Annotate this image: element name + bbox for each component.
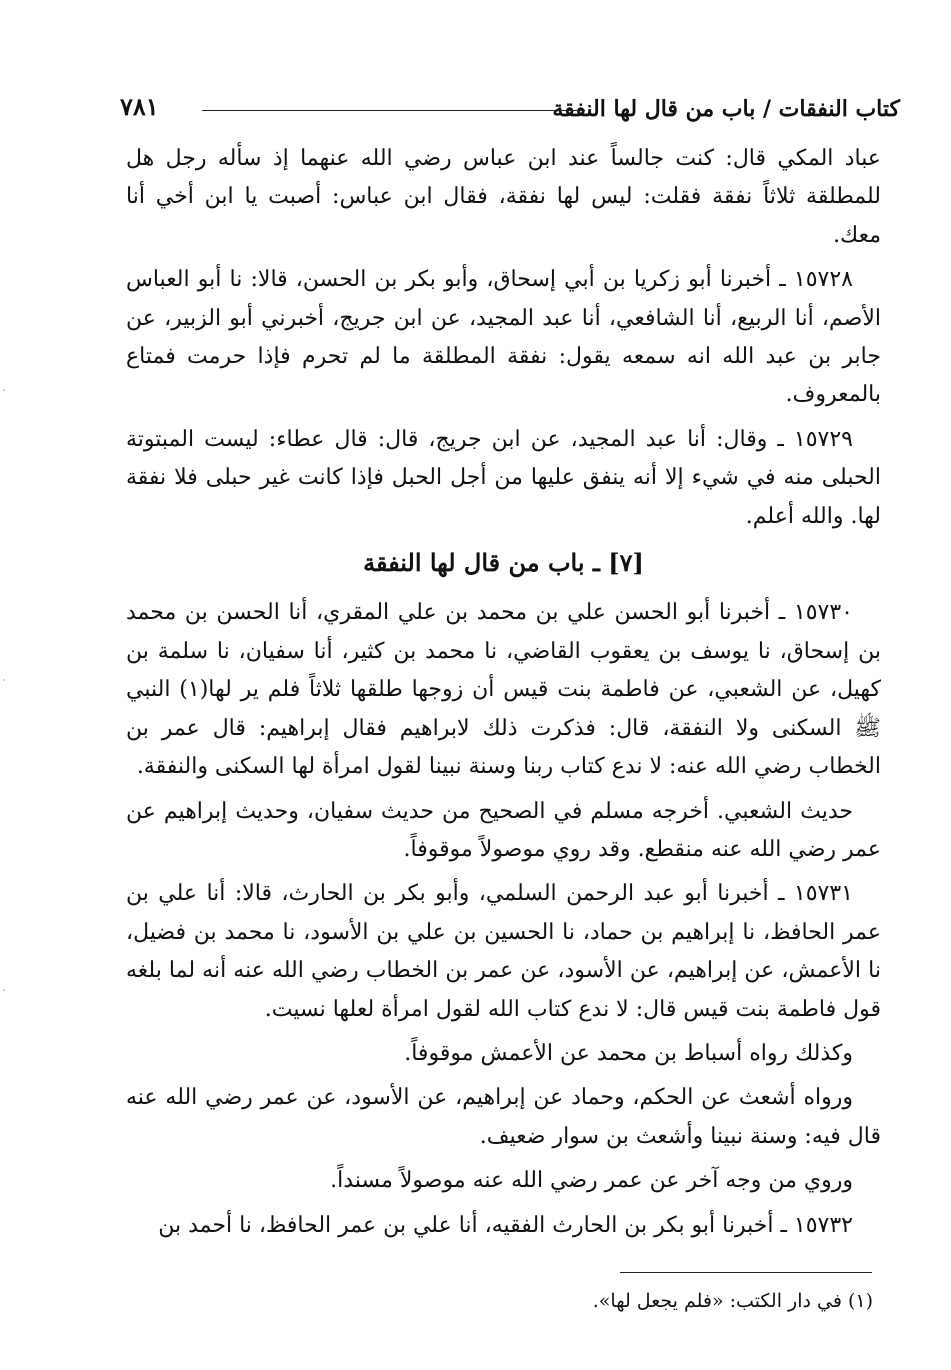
header-rule	[202, 110, 585, 111]
page-header	[120, 92, 900, 132]
running-head: كتاب النفقات / باب من قال لها النفقة	[552, 96, 900, 122]
hadith-15731: ١٥٧٣١ ـ أخبرنا أبو عبد الرحمن السلمي، وأبو بكر بن الحارث، قالا: أنا علي بن عمر الحافظ، نا إبراهيم بن حماد، نا الحسين بن علي بن الأسود، نا محمد بن فضيل، نا الأعمش، عن إبراهيم، عن الأسود، عن عمر بن الخطاب رضي الله عنه أنه لما بلغه قول فاطمة بنت قيس قال: لا ندع كتاب الله لقول امرأة لعلها نسيت.	[126, 881, 881, 1022]
footnote-rule	[620, 1272, 872, 1273]
footnote: (١) في دار الكتب: «فلم يجعل لها».	[592, 1290, 873, 1312]
paragraph-narration: وروي من وجه آخر عن عمر رضي الله عنه موصولاً مسنداً.	[330, 1168, 853, 1194]
paragraph-narration: ورواه أشعث عن الحكم، وحماد عن إبراهيم، عن الأسود، عن عمر رضي الله عنه قال فيه: وسنة نبينا وأشعث بن سوار ضعيف.	[126, 1085, 881, 1149]
hadith-15728: ١٥٧٢٨ ـ أخبرنا أبو زكريا بن أبي إسحاق، وأبو بكر بن الحسن، قالا: نا أبو العباس الأصم، أنا الربيع، أنا الشافعي، أنا عبد المجيد، عن ابن جريج، أخبرني أبو الزبير، عن جابر بن عبد الله انه سمعه يقول: نفقة المطلقة ما لم تحرم فإذا حرمت فمتاع بالمعروف.	[126, 267, 881, 408]
paragraph-commentary: حديث الشعبي. أخرجه مسلم في الصحيح من حديث سفيان، وحديث إبراهيم عن عمر رضي الله عنه منقطع. وقد روي موصولاً موقوفاً.	[126, 798, 881, 862]
page-number: ٧٨١	[120, 92, 159, 121]
hadith-15729: ١٥٧٢٩ ـ وقال: أنا عبد المجيد، عن ابن جريج، قال: قال عطاء: ليست المبتوتة الحبلى منه في شيء إلا أنه ينفق عليها من أجل الحبل فإذا كانت غير حبلى فلا نفقة لها. والله أعلم.	[126, 426, 881, 529]
page-body	[126, 140, 881, 1251]
paragraph: عباد المكي قال: كنت جالساً عند ابن عباس رضي الله عنهما إذ سأله رجل هل للمطلقة ثلاثاً نفقة فقلت: ليس لها نفقة، فقال ابن عباس: أصبت يا ابن أخي أنا معك.	[126, 146, 882, 248]
section-heading: [٧] ـ باب من قال لها النفقة	[363, 548, 644, 578]
hadith-15730: ١٥٧٣٠ ـ أخبرنا أبو الحسن علي بن محمد بن علي المقري، أنا الحسن بن محمد بن إسحاق، نا يوسف بن يعقوب القاضي، نا محمد بن كثير، أنا سفيان، نا سلمة بن كهيل، عن الشعبي، عن فاطمة بنت قيس أن زوجها طلقها ثلاثاً فلم ير لها(١) النبي ﷺ السكنى ولا النفقة، قال: فذكرت ذلك لابراهيم فقال إبراهيم: قال عمر بن الخطاب رضي الله عنه: لا ندع كتاب ربنا وسنة نبينا لقول امرأة لها السكنى والنفقة.	[126, 600, 881, 780]
hadith-15732: ١٥٧٣٢ ـ أخبرنا أبو بكر بن الحارث الفقيه، أنا علي بن عمر الحافظ، نا أحمد بن	[158, 1212, 853, 1238]
paragraph-narration: وكذلك رواه أسباط بن محمد عن الأعمش موقوفاً.	[404, 1040, 853, 1066]
scan-margin-specks	[2, 380, 6, 1000]
